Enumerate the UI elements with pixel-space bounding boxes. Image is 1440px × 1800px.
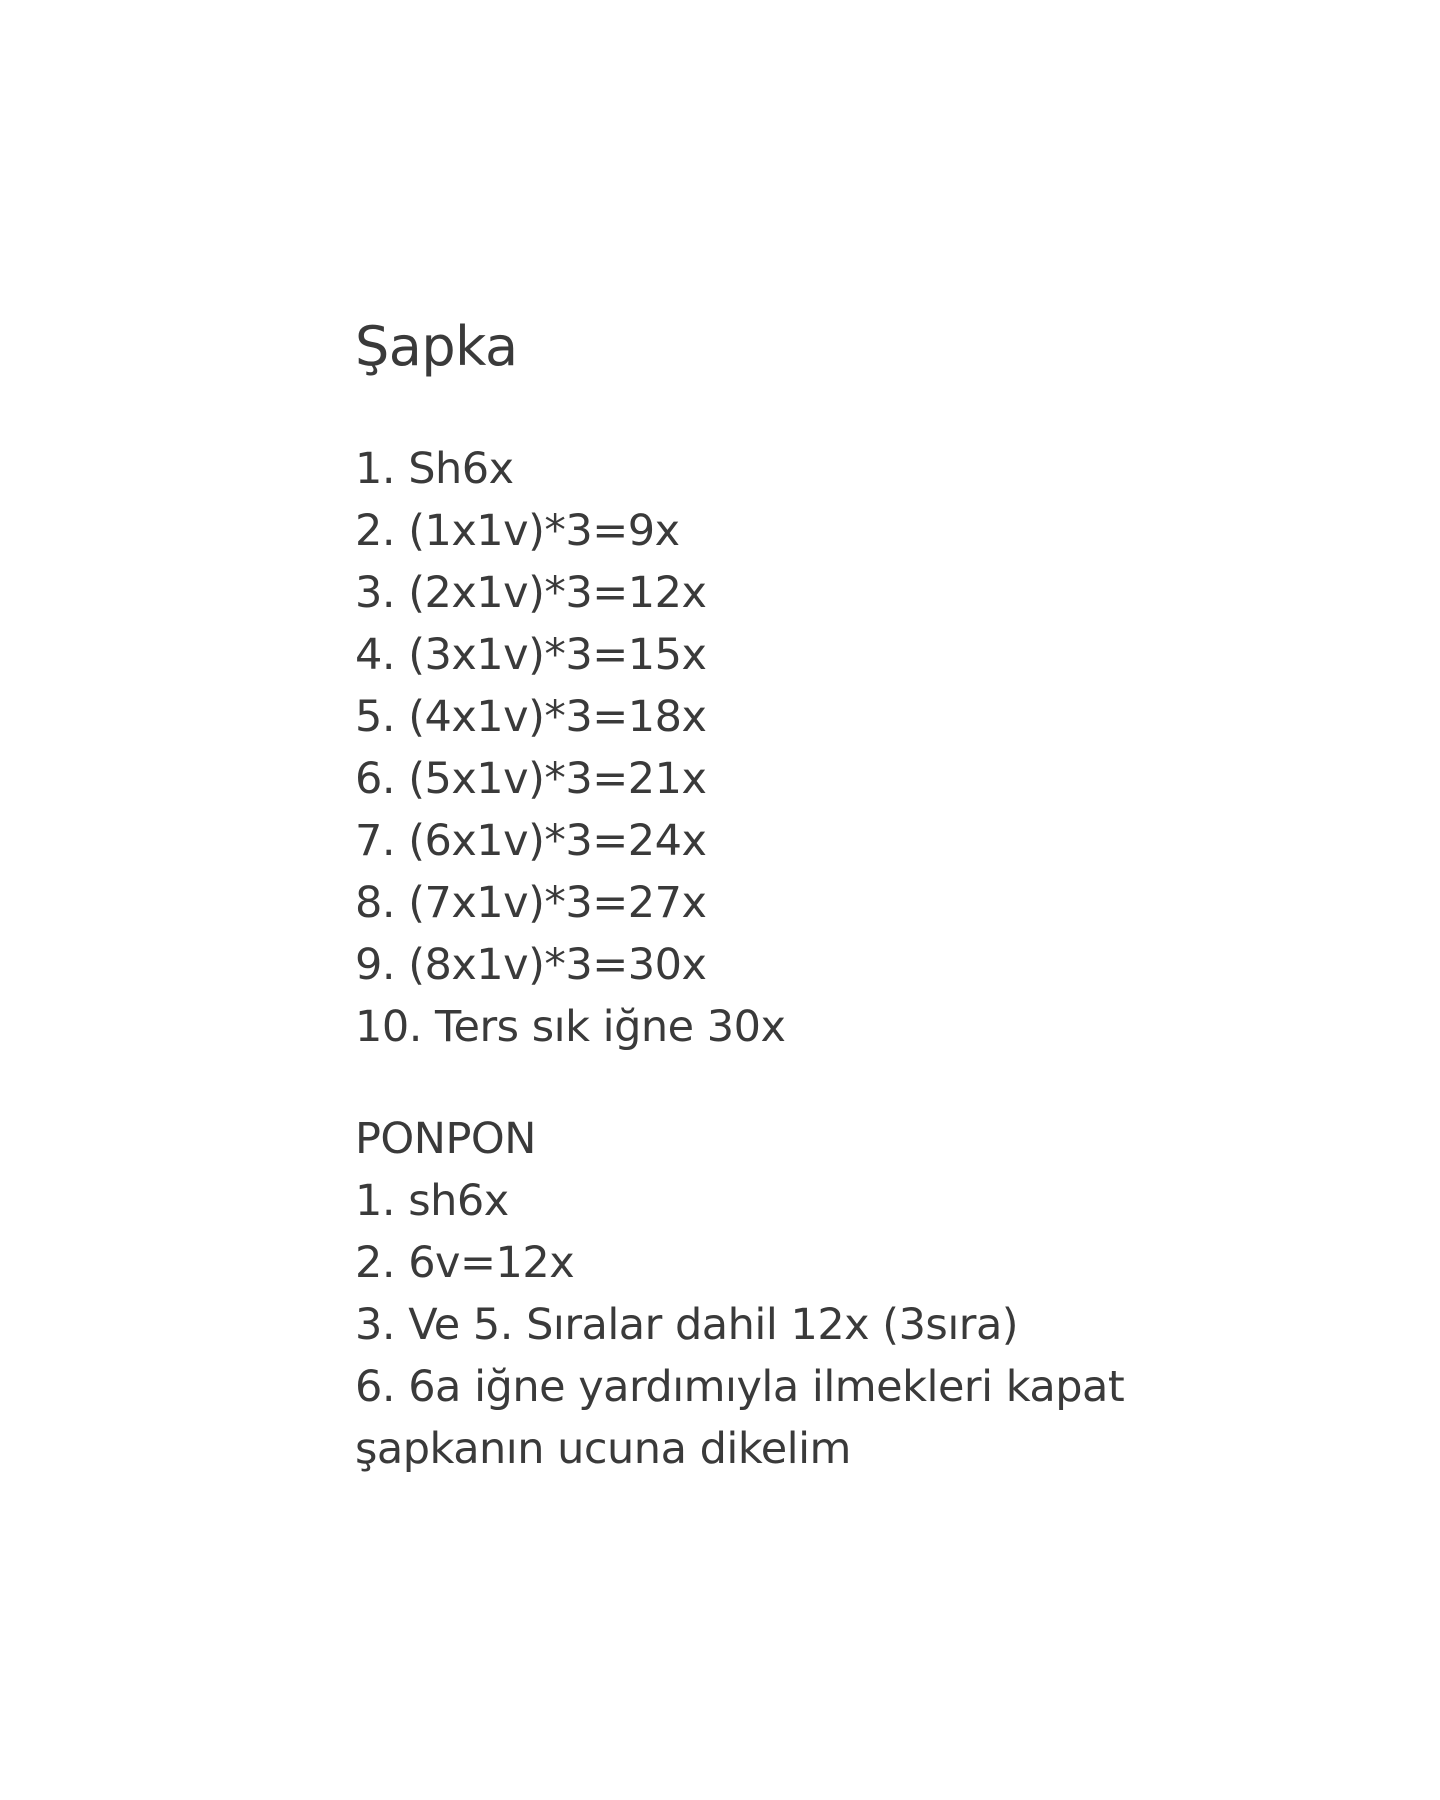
hat-row: 10. Ters sık iğne 30x bbox=[355, 1002, 786, 1052]
hat-row: 9. (8x1v)*3=30x bbox=[355, 940, 707, 990]
ponpon-row: şapkanın ucuna dikelim bbox=[355, 1424, 851, 1474]
ponpon-row: 6. 6a iğne yardımıyla ilmekleri kapat bbox=[355, 1362, 1125, 1412]
hat-row: 1. Sh6x bbox=[355, 444, 514, 494]
ponpon-row: 2. 6v=12x bbox=[355, 1238, 575, 1288]
ponpon-row: 3. Ve 5. Sıralar dahil 12x (3sıra) bbox=[355, 1300, 1019, 1350]
ponpon-row: 1. sh6x bbox=[355, 1176, 509, 1226]
hat-row: 6. (5x1v)*3=21x bbox=[355, 754, 707, 804]
section-spacer bbox=[355, 1058, 1255, 1108]
hat-row: 2. (1x1v)*3=9x bbox=[355, 506, 680, 556]
recipe-note bbox=[355, 312, 1255, 1480]
page-title: Şapka bbox=[355, 315, 518, 378]
hat-row: 5. (4x1v)*3=18x bbox=[355, 692, 707, 742]
hat-row: 4. (3x1v)*3=15x bbox=[355, 630, 707, 680]
hat-row: 7. (6x1v)*3=24x bbox=[355, 816, 707, 866]
hat-rows-list bbox=[355, 438, 1255, 1058]
ponpon-heading: PONPON bbox=[355, 1114, 536, 1164]
hat-row: 8. (7x1v)*3=27x bbox=[355, 878, 707, 928]
ponpon-rows-list bbox=[355, 1170, 1255, 1480]
hat-row: 3. (2x1v)*3=12x bbox=[355, 568, 707, 618]
